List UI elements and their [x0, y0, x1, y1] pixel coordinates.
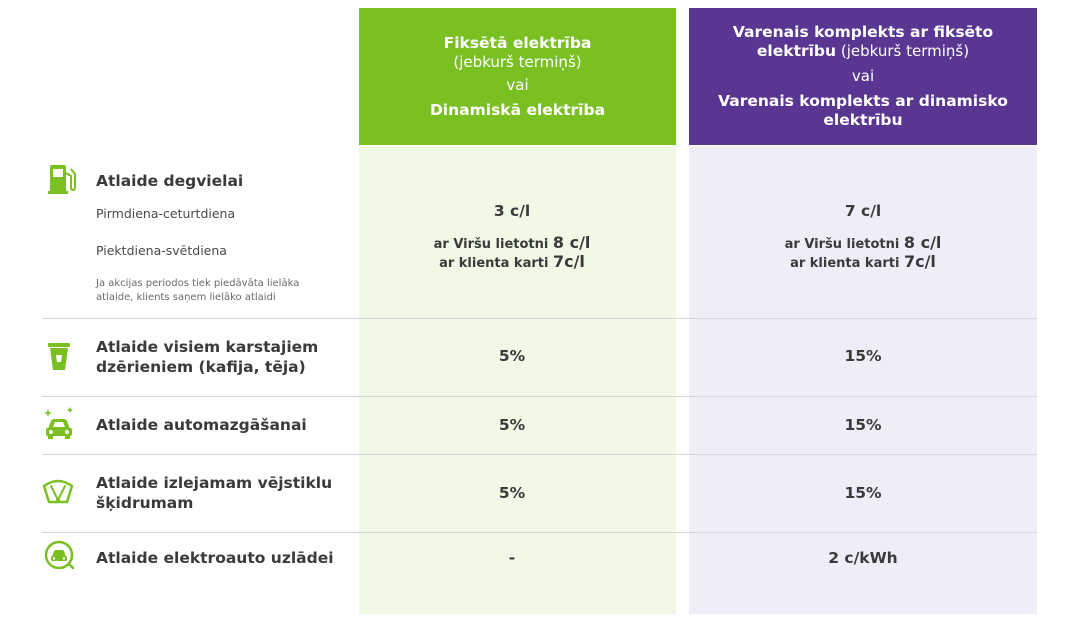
- green-header-or: vai: [506, 75, 529, 94]
- purple-header-or: vai: [851, 67, 875, 85]
- green-header-term: (jebkurš termiņš): [453, 52, 582, 71]
- drinks-label-line2: dzērieniem (kafija, tēja): [96, 358, 306, 376]
- ev-charging-icon: [43, 539, 75, 571]
- ev-green-value: -: [508, 549, 516, 567]
- washer-green-value: 5%: [498, 484, 526, 502]
- fuel-purple-card-prefix: ar klienta karti: [790, 256, 900, 271]
- fuel-purple-weekday-value: 7 c/l: [844, 202, 882, 220]
- carwash-green-value: 5%: [498, 416, 526, 434]
- fuel-purple-app-prefix: ar Viršu lietotni: [784, 237, 900, 252]
- purple-header-title-line2: elektrību: [756, 42, 837, 60]
- fuel-note-line2: atlaide, klients saņem lielāko atlaidi: [96, 292, 276, 303]
- fuel-purple-app-value: 8 c/l: [903, 233, 942, 252]
- washer-label-line1: Atlaide izlejamam vējstiklu: [96, 474, 333, 492]
- purple-header-title2-line2: elektrību: [823, 111, 903, 129]
- green-header-title2: Dinamiskā elektrība: [429, 100, 606, 119]
- washer-fluid-discount-label: [96, 473, 332, 513]
- row-divider: [42, 396, 1037, 397]
- fuel-green-weekend-values: [359, 234, 665, 272]
- coffee-cup-icon: [44, 340, 74, 372]
- windshield-wiper-icon: [41, 476, 75, 506]
- fuel-discount-label: Atlaide degvielai: [96, 172, 244, 190]
- ev-purple-value: 2 c/kWh: [828, 549, 898, 567]
- fuel-weekday-label: Pirmdiena-ceturtdiena: [96, 206, 236, 221]
- purple-header-term: (jebkurš termiņš): [840, 42, 970, 60]
- green-column-header: [359, 8, 676, 145]
- fuel-weekend-label: Piektdiena-svētdiena: [96, 243, 227, 258]
- drinks-discount-label: [96, 337, 318, 377]
- carwash-discount-label: Atlaide automazgāšanai: [96, 416, 307, 434]
- drinks-purple-value: 15%: [844, 347, 882, 365]
- car-wash-icon: [42, 407, 76, 441]
- washer-purple-value: 15%: [844, 484, 882, 502]
- fuel-green-app-value: 8 c/l: [552, 233, 591, 252]
- fuel-purple-card-value: 7c/l: [903, 252, 936, 271]
- washer-label-line2: šķidrumam: [96, 494, 194, 512]
- fuel-note-line1: Ja akcijas periodos tiek piedāvāta lielāka: [96, 278, 300, 289]
- fuel-green-card-value: 7c/l: [552, 252, 585, 271]
- row-divider: [42, 454, 1037, 455]
- carwash-purple-value: 15%: [844, 416, 882, 434]
- purple-header-title-line1: Varenais komplekts ar fiksēto: [732, 23, 994, 41]
- purple-column-header: [689, 8, 1037, 145]
- drinks-green-value: 5%: [498, 347, 526, 365]
- fuel-purple-weekend-values: [689, 234, 1037, 272]
- row-divider: [42, 532, 1037, 533]
- green-header-title: Fiksētā elektrība: [443, 33, 592, 52]
- fuel-green-app-prefix: ar Viršu lietotni: [433, 237, 549, 252]
- fuel-pump-icon: [47, 163, 77, 195]
- fuel-green-weekday-value: 3 c/l: [493, 202, 531, 220]
- purple-header-title2-line1: Varenais komplekts ar dinamisko: [718, 92, 1008, 110]
- fuel-note: [96, 277, 336, 305]
- drinks-label-line1: Atlaide visiem karstajiem: [96, 338, 319, 356]
- ev-charging-discount-label: Atlaide elektroauto uzlādei: [96, 549, 334, 567]
- row-divider: [42, 318, 1037, 319]
- fuel-green-card-prefix: ar klienta karti: [439, 256, 549, 271]
